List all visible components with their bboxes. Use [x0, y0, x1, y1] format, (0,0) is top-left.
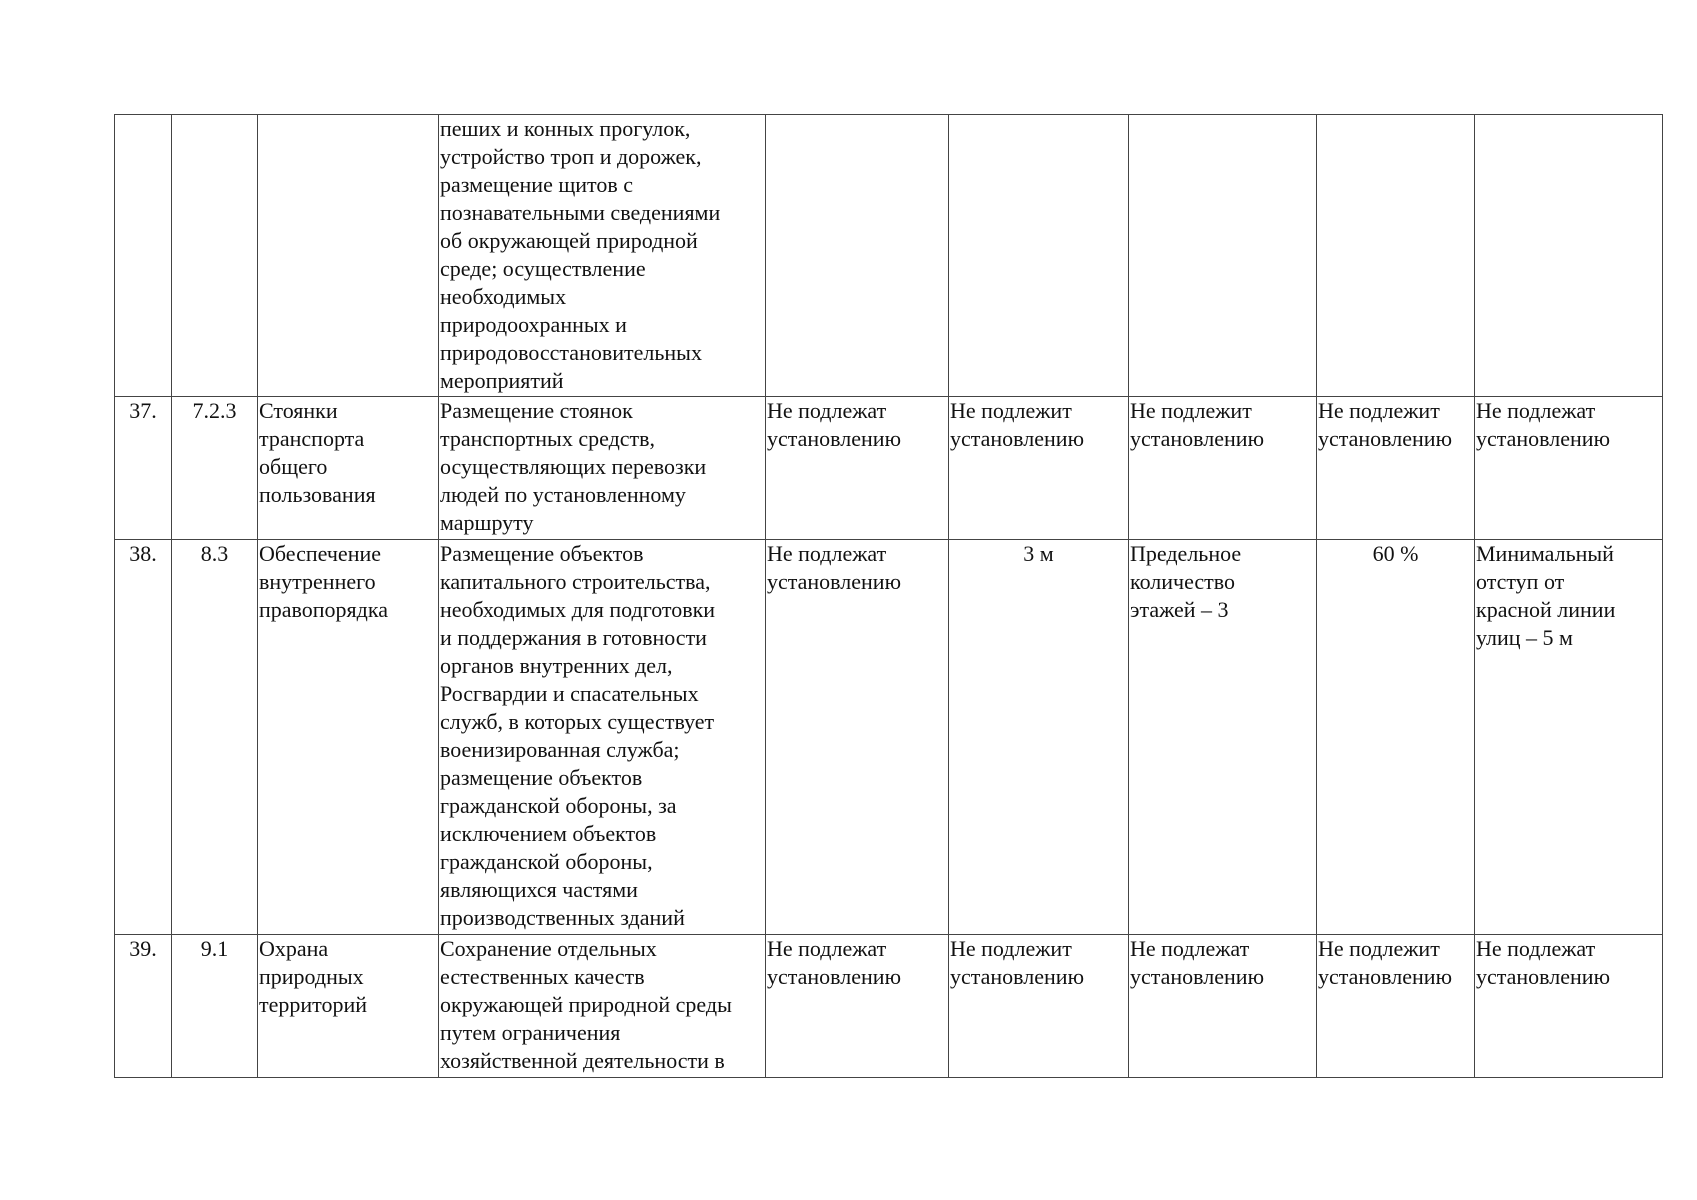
use-code-cell: 9.1 — [172, 935, 258, 1078]
use-name-cell — [258, 115, 439, 397]
table-row — [115, 115, 1663, 397]
regulations-table — [114, 114, 1663, 1078]
plot-size-cell: Не подлежат установлению — [766, 540, 949, 935]
other-limits-cell — [1475, 115, 1663, 397]
other-limits-cell: Не подлежат установлению — [1475, 397, 1663, 540]
floors-cell — [1129, 115, 1317, 397]
row-number-cell: 38. — [115, 540, 172, 935]
table-row — [115, 540, 1663, 935]
row-number-cell: 37. — [115, 397, 172, 540]
setback-cell — [949, 115, 1129, 397]
table-row — [115, 397, 1663, 540]
use-name-cell: Обеспечение внутреннего правопорядка — [258, 540, 439, 935]
coverage-percent-cell: 60 % — [1317, 540, 1475, 935]
use-description-cell: пеших и конных прогулок, устройство троп и дорожек, размещение щитов с познавательными сведениями об окружающей природной среде; осуществление необходимых природоохранных и природовосстановительных мероприятий — [439, 115, 766, 397]
other-limits-cell: Не подлежат установлению — [1475, 935, 1663, 1078]
row-number-cell: 39. — [115, 935, 172, 1078]
setback-cell: 3 м — [949, 540, 1129, 935]
plot-size-cell — [766, 115, 949, 397]
setback-cell: Не подлежит установлению — [949, 397, 1129, 540]
coverage-percent-cell — [1317, 115, 1475, 397]
coverage-percent-cell: Не подлежит установлению — [1317, 935, 1475, 1078]
floors-cell: Не подлежат установлению — [1129, 935, 1317, 1078]
use-name-cell: Охрана природных территорий — [258, 935, 439, 1078]
use-code-cell — [172, 115, 258, 397]
table-row — [115, 935, 1663, 1078]
plot-size-cell: Не подлежат установлению — [766, 935, 949, 1078]
use-name-cell: Стоянки транспорта общего пользования — [258, 397, 439, 540]
use-description-cell: Размещение стоянок транспортных средств, осуществляющих перевозки людей по установленному маршруту — [439, 397, 766, 540]
plot-size-cell: Не подлежат установлению — [766, 397, 949, 540]
setback-cell: Не подлежит установлению — [949, 935, 1129, 1078]
floors-cell: Не подлежит установлению — [1129, 397, 1317, 540]
use-description-cell: Сохранение отдельных естественных качеств окружающей природной среды путем ограничения хозяйственной деятельности в — [439, 935, 766, 1078]
coverage-percent-cell: Не подлежит установлению — [1317, 397, 1475, 540]
use-code-cell: 7.2.3 — [172, 397, 258, 540]
floors-cell: Предельное количество этажей – 3 — [1129, 540, 1317, 935]
other-limits-cell: Минимальный отступ от красной линии улиц – 5 м — [1475, 540, 1663, 935]
row-number-cell — [115, 115, 172, 397]
use-code-cell: 8.3 — [172, 540, 258, 935]
use-description-cell: Размещение объектов капитального строительства, необходимых для подготовки и поддержания в готовности органов внутренних дел, Росгвардии и спасательных служб, в которых существует военизированная служба; размещение объектов гражданской обороны, за исключением объектов гражданской обороны, являющихся частями производственных зданий — [439, 540, 766, 935]
